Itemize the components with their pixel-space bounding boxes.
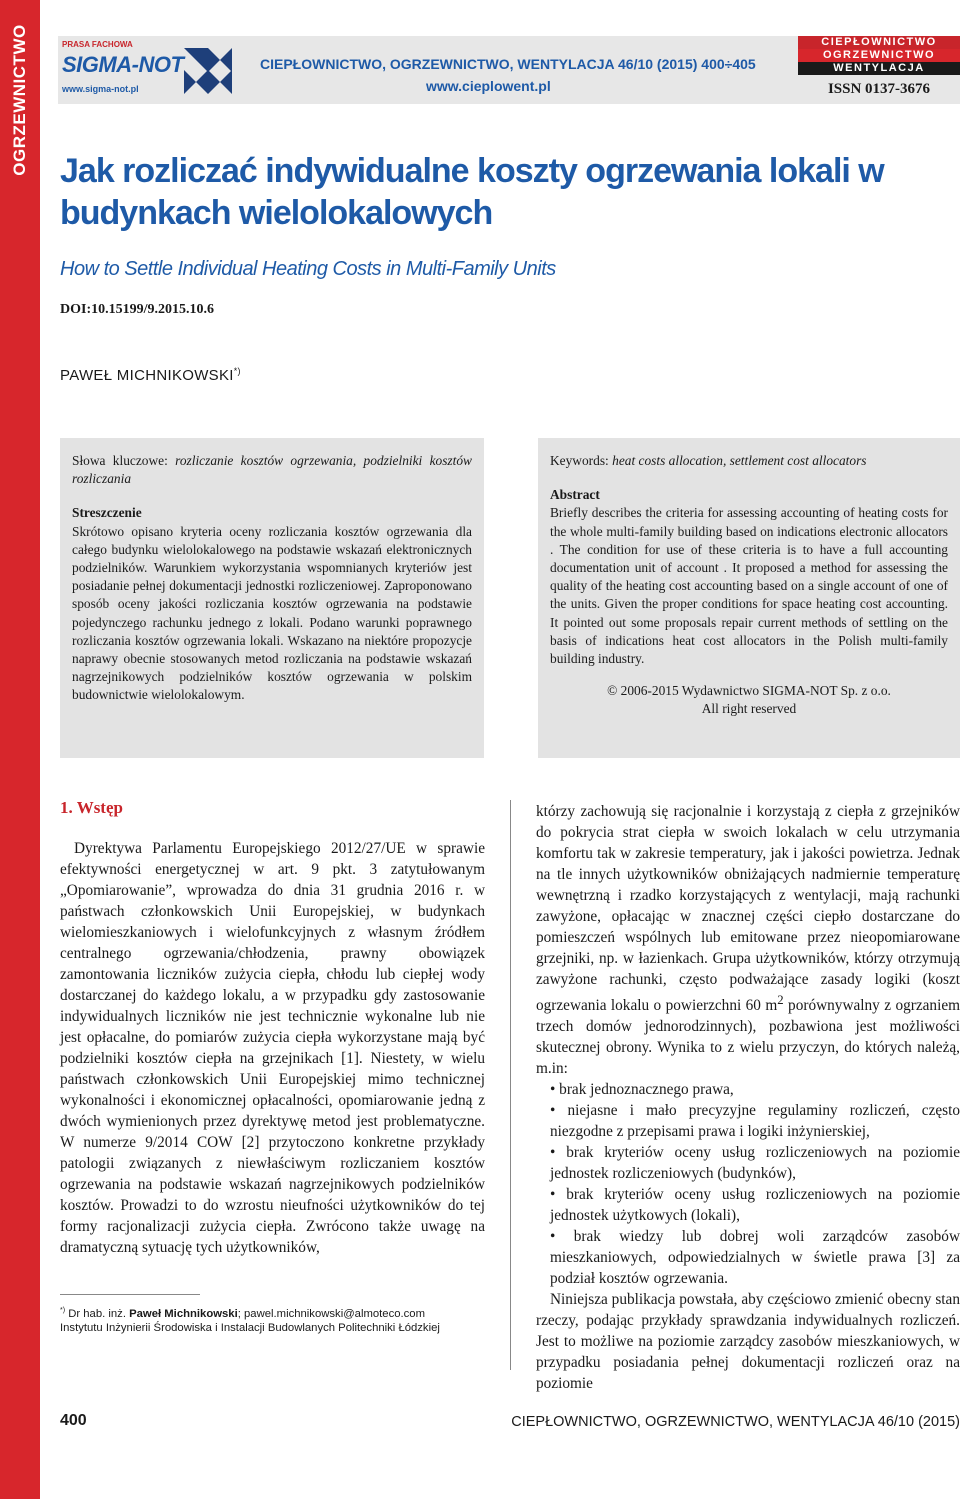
side-tab-label: OGRZEWNICTWO xyxy=(10,24,29,176)
paragraph-text: porównywalny z ogrzaniem trzech domów jednorodzinnych), pozbawiona jest możliwości skutecznej obrony. Wynika to z wielu przyczyn, do których należą, m.in: xyxy=(536,997,960,1078)
doi: DOI:10.15199/9.2015.10.6 xyxy=(60,302,214,317)
keywords-label: Słowa kluczowe: xyxy=(72,453,168,468)
abstract-heading: Streszczenie xyxy=(72,505,142,521)
brand-line-2: OGRZEWNICTWO xyxy=(798,49,960,62)
keywords-english xyxy=(550,452,948,470)
journal-url: www.cieplowent.pl xyxy=(426,78,551,94)
body-column-left: Dyrektywa Parlamentu Europejskiego 2012/27/UE w sprawie efektywności energetycznej w art. 9 pkt. 3 zatytułowanym „Opomiarowanie”, wprowadza do dnia 31 grudnia 2016 r. w państwach członkowskich Unii Europejskiej, w budynkach wielomieszkaniowych i wielofunkcyjnych z własnym źródłem centralnego ogrzewania/chłodzenia, prawny obowiązek zamontowania liczników zużycia ciepła, chłodu lub ciepłej wody dostarczanej do każdego lokalu, a w przypadku gdy zastosowanie indywidualnych liczników nie jest technicznie wykonalne lub nie jest opłacalne, do pomiarów zużycia ciepła wykorzystane mają być podzielniki kosztów ciepła na grzejnikach [1]. Niestety, w wielu państwach członkowskich Unii Europejskiej mimo technicznej wykonalności i ekonomicznej opłacalności, opomiarowanie jedną z dwóch wymienionych przez dyrektywę metod jest problematyczne. W numerze 9/2014 COW [2] przytoczono konkretne przykłady patologii związanych z niewłaściwym rozliczaniem kosztów ogrzewania na podstawie wskazań nagrzejnikowych podzielników kosztów. Prowadzi to do wzrostu nieufności użytkowników do tej formy racjonalizacji zużycia ciepła. Zwrócono także uwagę na dramatyczną sytuację tych użytkowników, xyxy=(60,840,485,1256)
abstract-heading: Abstract xyxy=(550,487,600,503)
section-heading: 1. Wstęp xyxy=(60,798,123,817)
abstract-text: Briefly describes the criteria for assessing accounting of heating costs for the whole multi-family building based on indications electronic allocators . The condition for use of these criteria is to have a full accounting documentation unit of account . It proposed a method for assessing the quality of the heating cost accounting based on a single account of one of the units. Given the proper conditions for space heating cost accounting. It pointed out some proposals repair current methods of settling on the basis of indications heat cost allocators in the Polish multi-family building industry. xyxy=(550,505,948,667)
keywords-polish xyxy=(72,452,472,488)
article-subtitle: How to Settle Individual Heating Costs in Multi-Family Units xyxy=(60,258,556,280)
issn: ISSN 0137-3676 xyxy=(827,81,931,97)
footer-journal: CIEPŁOWNICTWO, OGRZEWNICTWO, WENTYLACJA 46/10 (2015) xyxy=(511,1414,960,1430)
list-item: • brak jednoznacznego prawa, xyxy=(550,1081,734,1099)
logo-url: www.sigma-not.pl xyxy=(62,84,139,94)
publisher-logo xyxy=(62,40,242,100)
logo-name: SIGMA-NOT xyxy=(62,52,184,77)
journal-citation: CIEPŁOWNICTWO, OGRZEWNICTWO, WENTYLACJA 46/10 (2015) 400÷405 xyxy=(260,56,756,72)
author-name: PAWEŁ MICHNIKOWSKI xyxy=(60,367,234,384)
paragraph-text: którzy zachowują się racjonalnie i korzystają z ciepła z grzejników do pokrycia strat ciepła w swoich lokalach w celu utrzymania komfortu tak w zakresie temperatury, jak i jakości powietrza. Jednak na tle innych użytkowników obniżających nadmiernie temperaturę wewnętrzną i rzadko korzystających z wentylacji, mają rachunki zawyżone, opłacając w znacznej części ciepło dostarczane do pomieszczeń wspólnych lub emitowane przez nieopomiarowane grzejniki, np. w łazienkach. Grupa użytkowników, którzy otrzymują zawyżone rachunki, często podważające zasady logiki (koszt ogrzewania lokalu o powierzchni 60 m xyxy=(536,803,960,1015)
footnote-rule xyxy=(60,1294,200,1295)
column-divider xyxy=(510,800,511,1370)
article-title: Jak rozliczać indywidualne koszty ogrzewania lokali w budynkach wielolokalowych xyxy=(60,152,884,232)
brand-line-3: WENTYLACJA xyxy=(798,62,960,75)
footnote-title: Dr hab. inż. xyxy=(65,1307,130,1320)
abstract-text: Skrótowo opisano kryteria oceny rozliczania kosztów ogrzewania dla całego budynku wielolokalowego na podstawie wskazań elektronicznych podzielników. Warunkiem wykorzystania wspomnianych kryteriów jest posiadanie pełnej dokumentacji jednostki rozliczeniowej. Zaproponowano sposób oceny jakości rozliczania kosztów ogrzewania na podstawie pojedynczego rachunku jednego z lokali. Podano warunki poprawnego rozliczania kosztów ogrzewania lokali. Wskazano na niektóre propozycje naprawy obecnie stosowanych metod rozliczania na podstawie wskazań nagrzejnikowych podzielników kosztów ogrzewania w polskim budownictwie wielolokalowym. xyxy=(72,523,472,703)
keywords-label: Keywords: xyxy=(550,453,609,468)
rights: All right reserved xyxy=(701,701,797,717)
footnote-author xyxy=(60,1304,485,1321)
superscript: 2 xyxy=(777,993,784,1007)
side-tab xyxy=(0,0,40,1499)
body-column-right xyxy=(536,801,960,1394)
sigma-logo-icon xyxy=(182,46,234,96)
footnote-affiliation: Instytutu Inżynierii Środowiska i Instalacji Budowlanych Politechniki Łódzkiej xyxy=(60,1321,440,1334)
list-item: • brak kryteriów oceny usług rozliczeniowych na poziomie jednostek rozliczeniowych (budynków), xyxy=(550,1144,960,1183)
footnote xyxy=(60,1304,485,1335)
abstract-english xyxy=(538,438,960,758)
list-item: • brak kryteriów oceny usług rozliczeniowych na poziomie jednostek użytkowych (lokali), xyxy=(550,1186,960,1225)
page-number: 400 xyxy=(60,1412,87,1429)
paragraph xyxy=(536,801,960,1079)
abstract-polish xyxy=(60,438,484,758)
footnote-email: ; pawel.michnikowski@almoteco.com xyxy=(237,1307,425,1320)
brand-line-1: CIEPŁOWNICTWO xyxy=(798,36,960,49)
journal-brand xyxy=(798,36,960,104)
author xyxy=(60,366,241,384)
list-item: • brak wiedzy lub dobrej woli zarządców zasobów mieszkaniowych, odpowiedzialnych w świetle prawa [3] za podział kosztów ogrzewania. xyxy=(550,1228,960,1288)
author-footnote-mark: *) xyxy=(233,366,241,376)
copyright: © 2006-2015 Wydawnictwo SIGMA-NOT Sp. z o.o. xyxy=(607,683,891,699)
footnote-mark: *) xyxy=(60,1307,66,1314)
footnote-name: Paweł Michnikowski xyxy=(129,1307,238,1320)
keywords-text: heat costs allocation, settlement cost allocators xyxy=(612,453,867,468)
keywords-text: rozliczanie kosztów ogrzewania, podzielniki kosztów rozliczania xyxy=(72,453,472,487)
journal-header xyxy=(58,36,960,104)
list-item: • niejasne i mało precyzyjne regulaminy rozliczeń, często niezgodne z przepisami prawa i logiki inżynierskiej, xyxy=(550,1102,960,1141)
paragraph: Niniejsza publikacja powstała, aby częściowo zmienić obecny stan rzeczy, podając przykłady sprawdzania indywidualnych rozliczeń. Jest to możliwe na poziomie zarządcy zasobów mieszkaniowych, w przypadku posiadania pełnej dokumentacji rozliczeń oraz na poziomie xyxy=(536,1291,960,1393)
logo-tagline: PRASA FACHOWA xyxy=(62,40,133,49)
